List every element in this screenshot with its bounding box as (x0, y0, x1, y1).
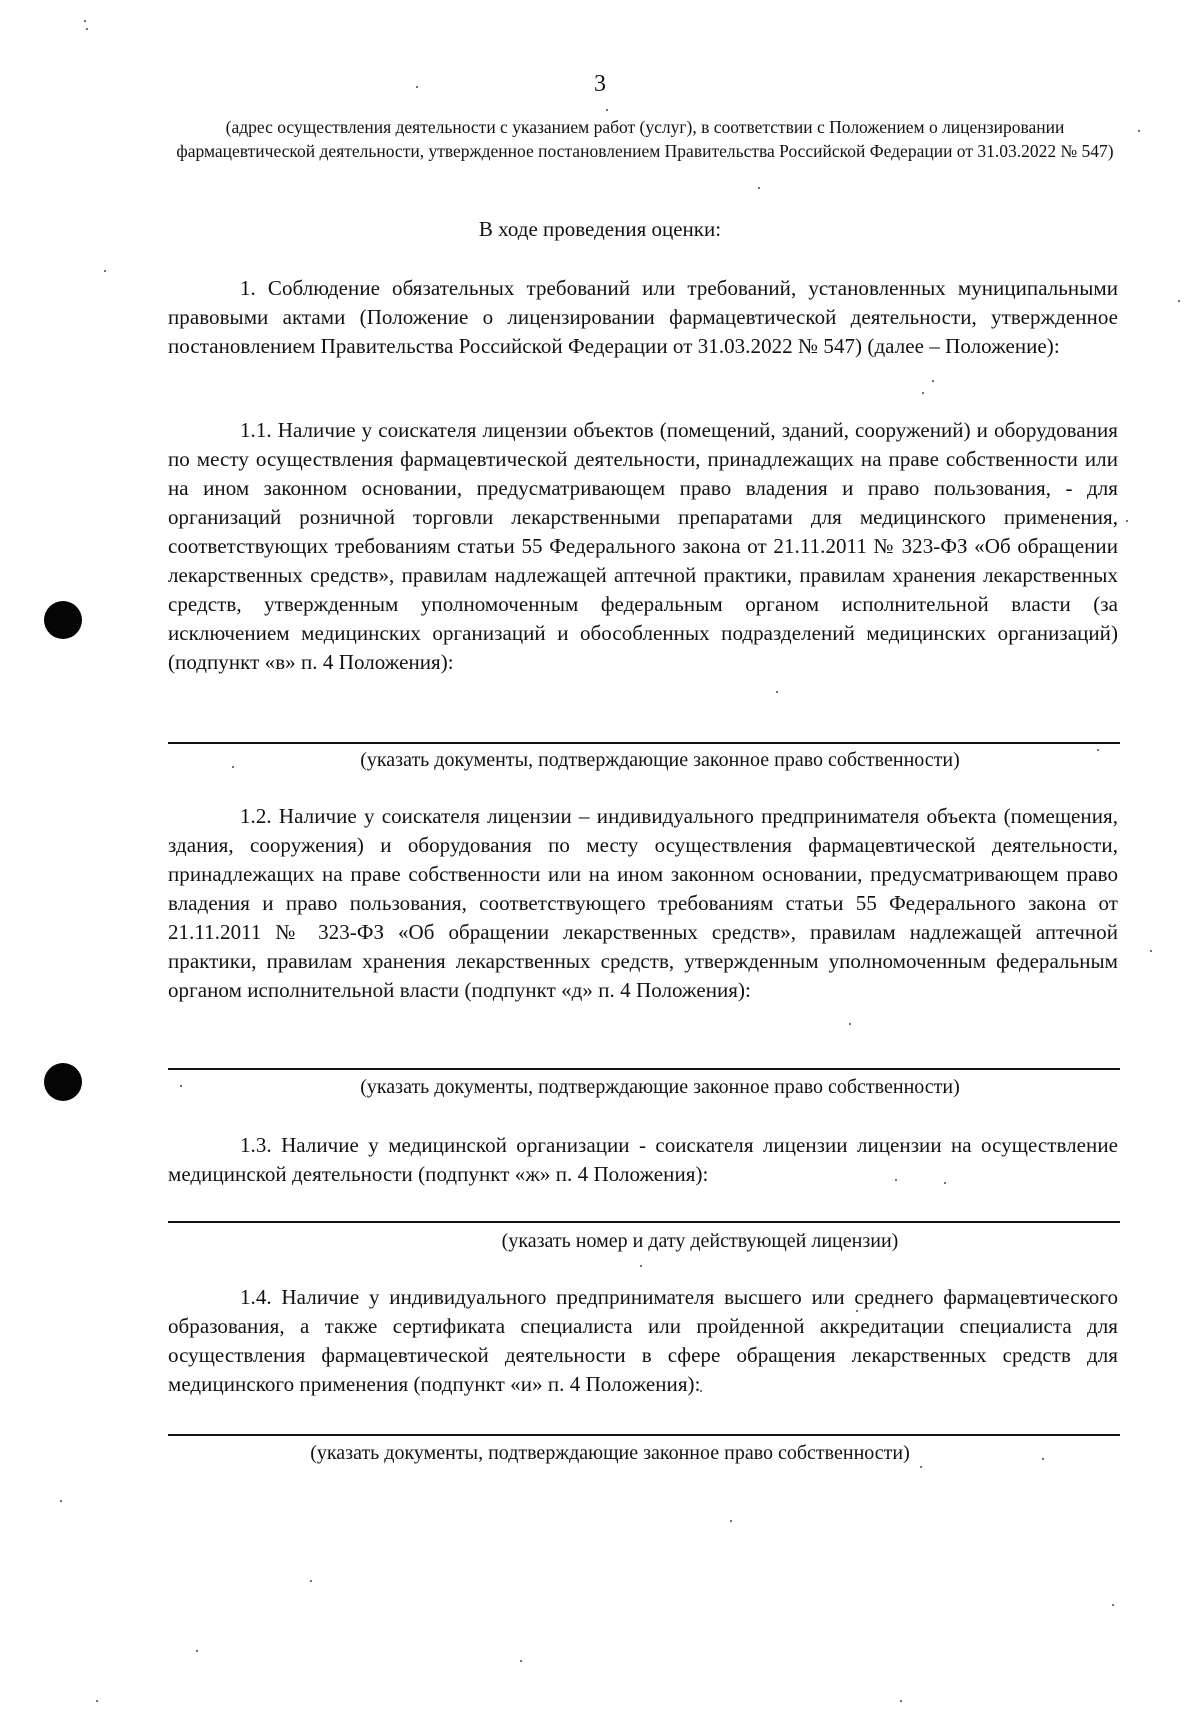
scan-speck (849, 1023, 851, 1025)
scan-speck (922, 392, 924, 394)
scan-speck (520, 1660, 522, 1662)
fill-line-1-4 (168, 1434, 1120, 1436)
scan-speck (180, 1085, 182, 1087)
fill-line-1-3 (168, 1221, 1120, 1223)
scan-speck (1112, 1604, 1114, 1606)
paragraph-1-3: 1.3. Наличие у медицинской организации - соискателя лицензии лицензии на осуществление медицинской деятельности (подпункт «ж» п. 4 Положения): (168, 1133, 1118, 1186)
scan-speck (758, 187, 760, 189)
page-number: 3 (594, 71, 606, 97)
paragraph-1-1: 1.1. Наличие у соискателя лицензии объектов (помещений, зданий, сооружений) и оборудования по месту осуществления фармацевтической деятельности, принадлежащих на праве собственности или на ином законном основании, предусматривающем право владения и право пользования, - для организаций розничной торговли лекарственными препаратами для медицинского применения, соответствующих требованиям статьи 55 Федерального закона от 21.11.2011 № 323-ФЗ «Об обращении лекарственных средств», правилам надлежащей аптечной практики, правилам хранения лекарственных средств, утвержденным уполномоченным федеральным органом исполнительной власти (за исключением медицинских организаций и обособленных подразделений медицинских организаций) (подпункт «в» п. 4 Положения): (168, 418, 1118, 674)
scan-speck (86, 28, 88, 30)
scan-speck (1178, 300, 1180, 302)
paragraph-1-2: 1.2. Наличие у соискателя лицензии – индивидуального предпринимателя объекта (помещения, здания, сооружения) и оборудования по месту осуществления фармацевтической деятельности, принадлежащих на праве собственности или на ином законном основании, предусматривающем право владения и право пользования, соответствующего требованиям статьи 55 Федерального закона от 21.11.2011 № 323-ФЗ «Об обращении лекарственных средств», правилам надлежащей аптечной практики, правилам хранения лекарственных средств, утвержденным уполномоченным федеральным органом исполнительной власти (подпункт «д» п. 4 Положения): (168, 804, 1118, 1002)
section-heading: В ходе проведения оценки: (478, 217, 722, 241)
scan-speck (730, 1520, 732, 1522)
scan-speck (84, 20, 86, 22)
scan-speck (920, 1466, 922, 1468)
scan-speck (416, 86, 418, 88)
scan-speck (104, 270, 106, 272)
scan-speck (776, 691, 778, 693)
punch-hole-mark (44, 1063, 82, 1101)
fill-hint-1-2: (указать документы, подтверждающие законное право собственности) (360, 1076, 960, 1098)
fill-line-1-2 (168, 1068, 1120, 1070)
scan-speck (1126, 520, 1128, 522)
scan-speck (900, 1700, 902, 1702)
scan-speck (196, 1650, 198, 1652)
scan-speck (856, 1310, 858, 1312)
scan-speck (640, 1265, 642, 1267)
paragraph-1: 1. Соблюдение обязательных требований или требований, установленных муниципальными правовыми актами (Положение о лицензировании фармацевтической деятельности, утвержденное постановлением Правительства Российской Федерации от 31.03.2022 № 547) (далее – Положение): (168, 276, 1118, 358)
fill-hint-1-3: (указать номер и дату действующей лицензии) (501, 1230, 899, 1252)
scan-speck (944, 1182, 946, 1184)
scan-speck (1138, 130, 1140, 132)
scan-speck (932, 380, 934, 382)
fill-line-1-1 (168, 742, 1120, 744)
scan-speck (1042, 1458, 1044, 1460)
scan-speck (96, 1700, 98, 1702)
scan-speck (310, 1580, 312, 1582)
scan-speck (1097, 749, 1099, 751)
scan-speck (1150, 950, 1152, 952)
address-note: (адрес осуществления деятельности с указанием работ (услуг), в соответствии с Положением о лицензировании фармацевтической деятельности, утвержденное постановлением Правительства Российской Федерации от 31.03.2022 № 547) (176, 117, 1114, 161)
fill-hint-1-1: (указать документы, подтверждающие законное право собственности) (360, 749, 960, 771)
scan-speck (232, 766, 234, 768)
punch-hole-mark (44, 601, 82, 639)
scan-speck (895, 1179, 897, 1181)
scan-speck (700, 1390, 702, 1392)
fill-hint-1-4: (указать документы, подтверждающие законное право собственности) (310, 1442, 910, 1464)
scan-speck (606, 109, 608, 111)
scan-speck (60, 1500, 62, 1502)
paragraph-1-4: 1.4. Наличие у индивидуального предпринимателя высшего или среднего фармацевтического образования, а также сертификата специалиста или пройденной аккредитации специалиста для осуществления фармацевтической деятельности в сфере обращения лекарственных средств для медицинского применения (подпункт «и» п. 4 Положения): (168, 1285, 1118, 1396)
